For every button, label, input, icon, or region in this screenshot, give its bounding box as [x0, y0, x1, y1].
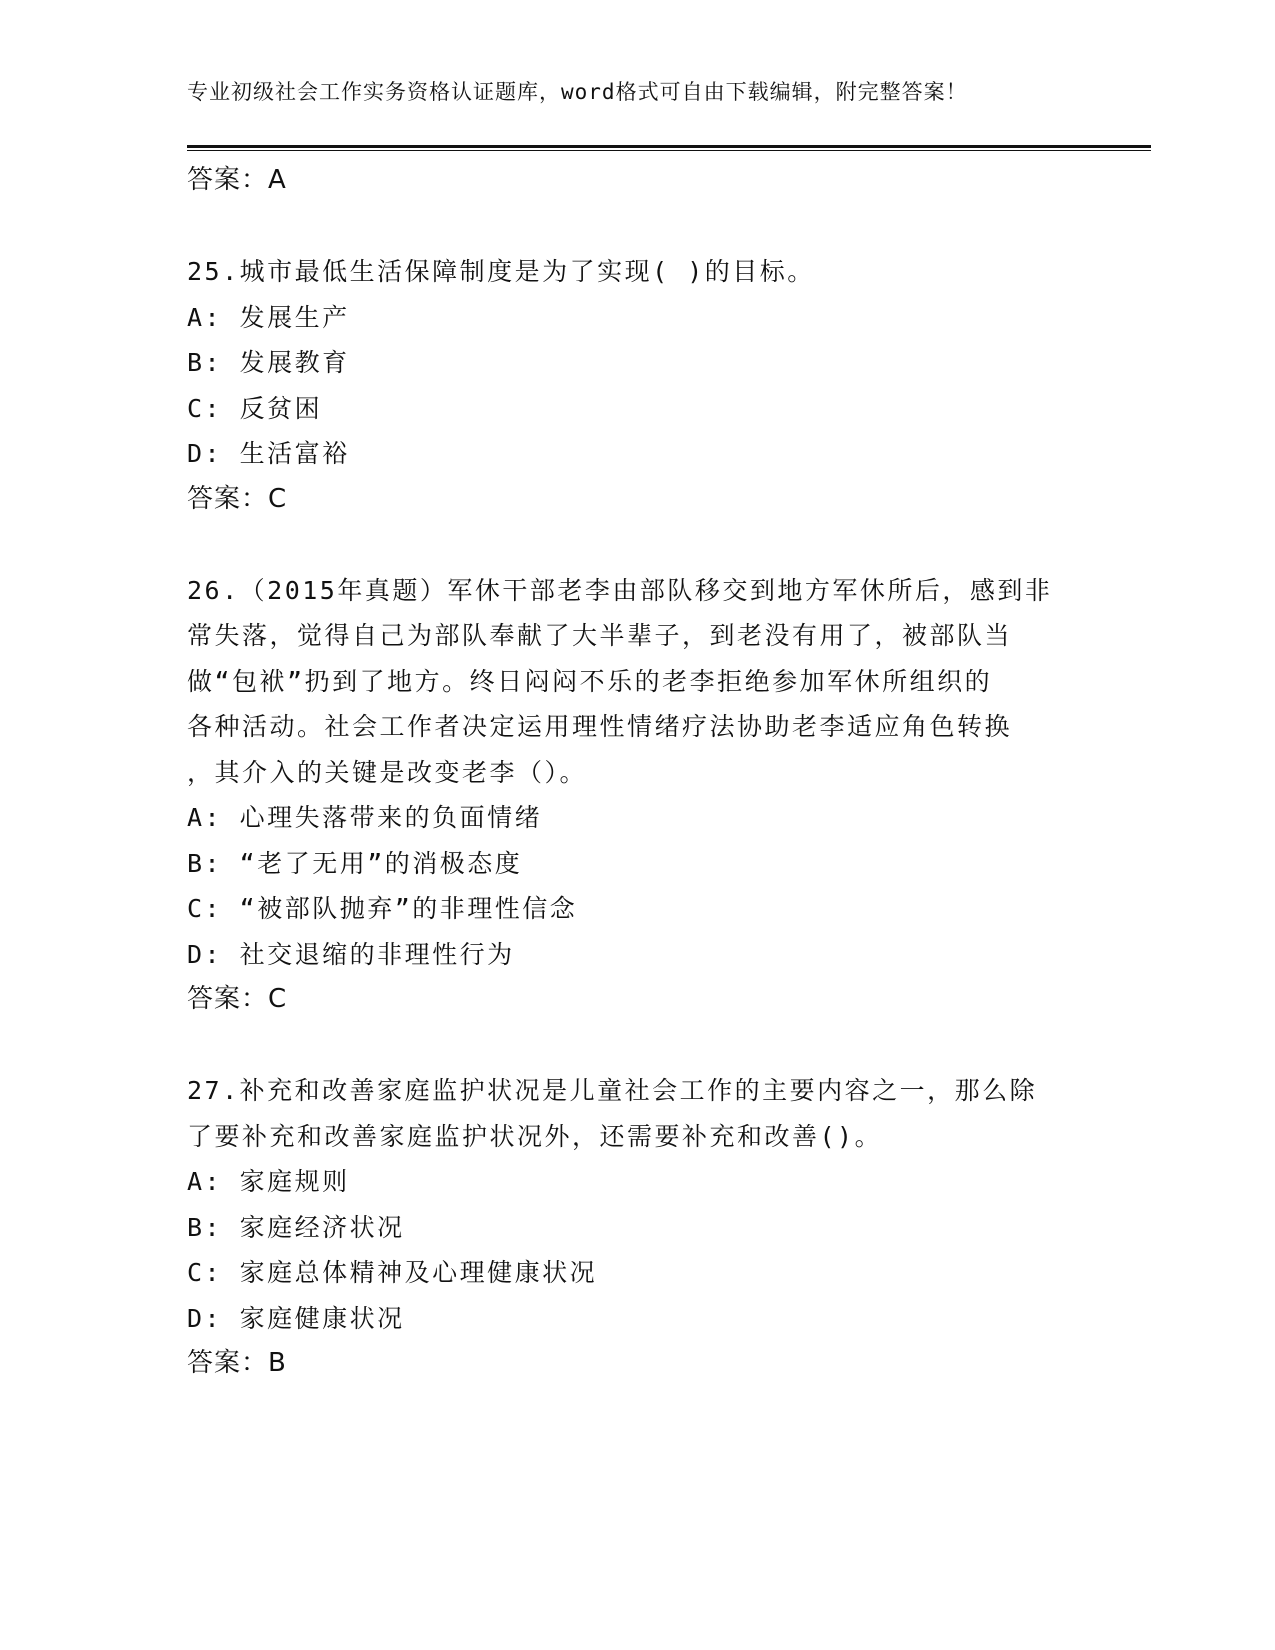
question-stem: 各种活动。社会工作者决定运用理性情绪疗法协助老李适应角色转换 — [187, 712, 1013, 741]
question-stem: 做“包袱”扔到了地方。终日闷闷不乐的老李拒绝参加军休所组织的 — [187, 666, 993, 696]
option-b: B: 家庭经济状况 — [187, 1212, 405, 1242]
question-stem: ，其介入的关键是改变老李（）。 — [187, 757, 588, 787]
option-d: D: 生活富裕 — [187, 439, 350, 468]
question-stem: 25.城市最低生活保障制度是为了实现( )的目标。 — [187, 257, 815, 286]
question-stem: 了要补充和改善家庭监护状况外，还需要补充和改善()。 — [187, 1121, 883, 1151]
question-block — [187, 1068, 1127, 1387]
option-a: A: 心理失落带来的负面情绪 — [187, 803, 543, 832]
question-block — [187, 568, 1127, 1023]
question-stem: 27.补充和改善家庭监护状况是儿童社会工作的主要内容之一，那么除 — [187, 1076, 1038, 1105]
option-a: A: 家庭规则 — [187, 1167, 350, 1196]
header-rule-thick — [187, 145, 1151, 148]
option-c: C: 反贫困 — [187, 393, 323, 423]
document-content — [187, 158, 1127, 1387]
option-d: D: 社交退缩的非理性行为 — [187, 939, 515, 969]
header-rule-thin — [187, 150, 1151, 151]
option-b: B: “老了无用”的消极态度 — [187, 848, 523, 878]
option-d: D: 家庭健康状况 — [187, 1303, 405, 1333]
spacer — [187, 1023, 1127, 1069]
spacer — [187, 522, 1127, 568]
previous-answer: 答案：A — [187, 165, 287, 195]
option-b: B: 发展教育 — [187, 348, 350, 377]
question-block — [187, 249, 1127, 522]
option-c: C: 家庭总体精神及心理健康状况 — [187, 1258, 598, 1287]
question-stem: 常失落，觉得自己为部队奉献了大半辈子，到老没有用了，被部队当 — [187, 621, 1013, 650]
question-answer: 答案：C — [187, 483, 288, 514]
question-answer: 答案：C — [187, 984, 288, 1014]
option-a: A: 发展生产 — [187, 302, 350, 332]
question-answer: 答案：B — [187, 1348, 287, 1378]
page-header: 专业初级社会工作实务资格认证题库，word格式可自由下载编辑，附完整答案！ — [187, 80, 968, 104]
spacer — [187, 204, 1127, 250]
option-c: C: “被部队抛弃”的非理性信念 — [187, 894, 578, 923]
question-stem: 26.（2015年真题）军休干部老李由部队移交到地方军休所后，感到非 — [187, 575, 1053, 605]
